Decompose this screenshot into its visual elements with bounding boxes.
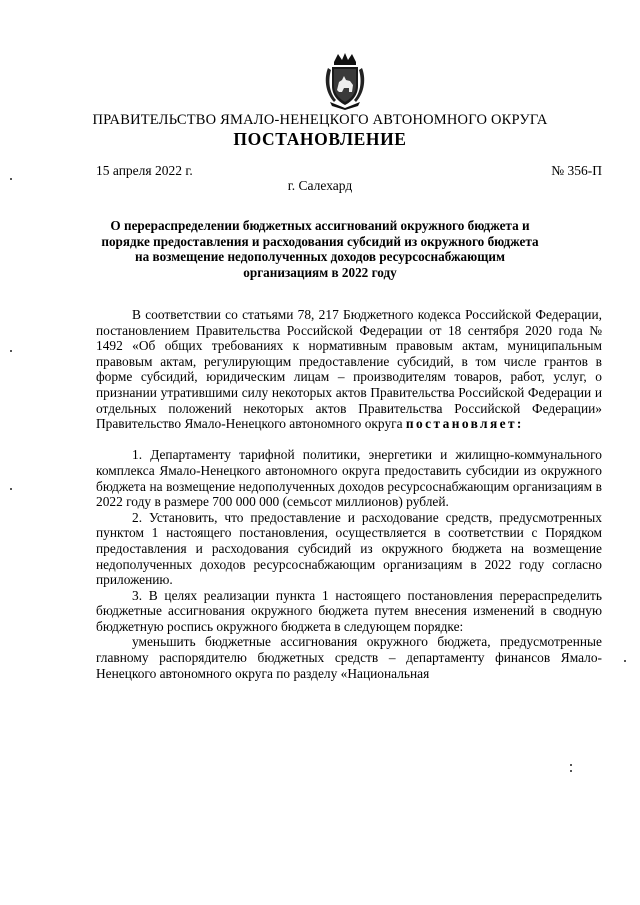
scan-mark (10, 488, 12, 490)
item-1: 1. Департаменту тарифной политики, энергетики и жилищно-коммунального комплекса Ямало-Ненецкого автономного округа предоставить субсидии из окружного бюджета на возмещение недополученных доходов ресурсоснабжающим организациям в 2022 году в размере 700 000 000 (семьсот миллионов) рублей. (96, 447, 602, 510)
document-city: г. Салехард (287, 178, 353, 193)
item-3-sub: уменьшить бюджетные ассигнования окружного бюджета, предусмотренные главному распорядителю бюджетных средств – департаменту финансов Ямало-Ненецкого автономного округа по разделу «Национальная (96, 634, 602, 681)
document-type: ПОСТАНОВЛЕНИЕ (233, 129, 407, 149)
item-2: 2. Установить, что предоставление и расходование средств, предусмотренных пунктом 1 настоящего постановления, осуществляется в соответствии с Порядком предоставления и расходования субсидий из окружного бюджета на возмещение недополученных доходов ресурсоснабжающим организациям в 2022 году согласно приложению. (96, 509, 602, 588)
intro-text: В соответствии со статьями 78, 217 Бюджетного кодекса Российской Федерации, постановлением Правительства Российской Федерации от 18 сентября 2020 года № 1492 «Об общих требованиях к нормативным правовым актам, муниципальным правовым актам, регулирующим предоставление субсидий, в том числе грантов в форме субсидий, юридическим лицам – производителям товаров, работ, услуг, о признании утратившими силу некоторых актов Правительства Российской Федерации и отдельных положений некоторых актов Правительства Российской Федерации» Правительство Ямало-Ненецкого автономного округа (96, 307, 602, 432)
intro-paragraph (96, 307, 602, 432)
scan-mark (10, 178, 12, 180)
decree-word: постановляет: (405, 416, 524, 432)
item-3: 3. В целях реализации пункта 1 настоящего постановления перераспределить бюджетные ассигнования окружного бюджета путем внесения изменений в сводную бюджетную роспись окружного бюджета в следующем порядке: (96, 587, 602, 634)
document-number: № 356-П (551, 163, 602, 178)
document-date: 15 апреля 2022 г. (96, 163, 193, 178)
document-body (96, 307, 602, 681)
document-title: О перераспределении бюджетных ассигнований окружного бюджета и порядке предоставления и расходования субсидий из окружного бюджета на возмещение недополученных доходов ресурсоснабжающим организациям в 2022 году (101, 218, 539, 280)
scan-mark (10, 350, 12, 352)
scan-mark (570, 764, 572, 766)
scan-mark (570, 770, 572, 772)
coat-of-arms-icon (322, 52, 368, 110)
government-name: ПРАВИТЕЛЬСТВО ЯМАЛО-НЕНЕЦКОГО АВТОНОМНОГО ОКРУГА (92, 112, 548, 128)
scan-mark (624, 660, 626, 662)
